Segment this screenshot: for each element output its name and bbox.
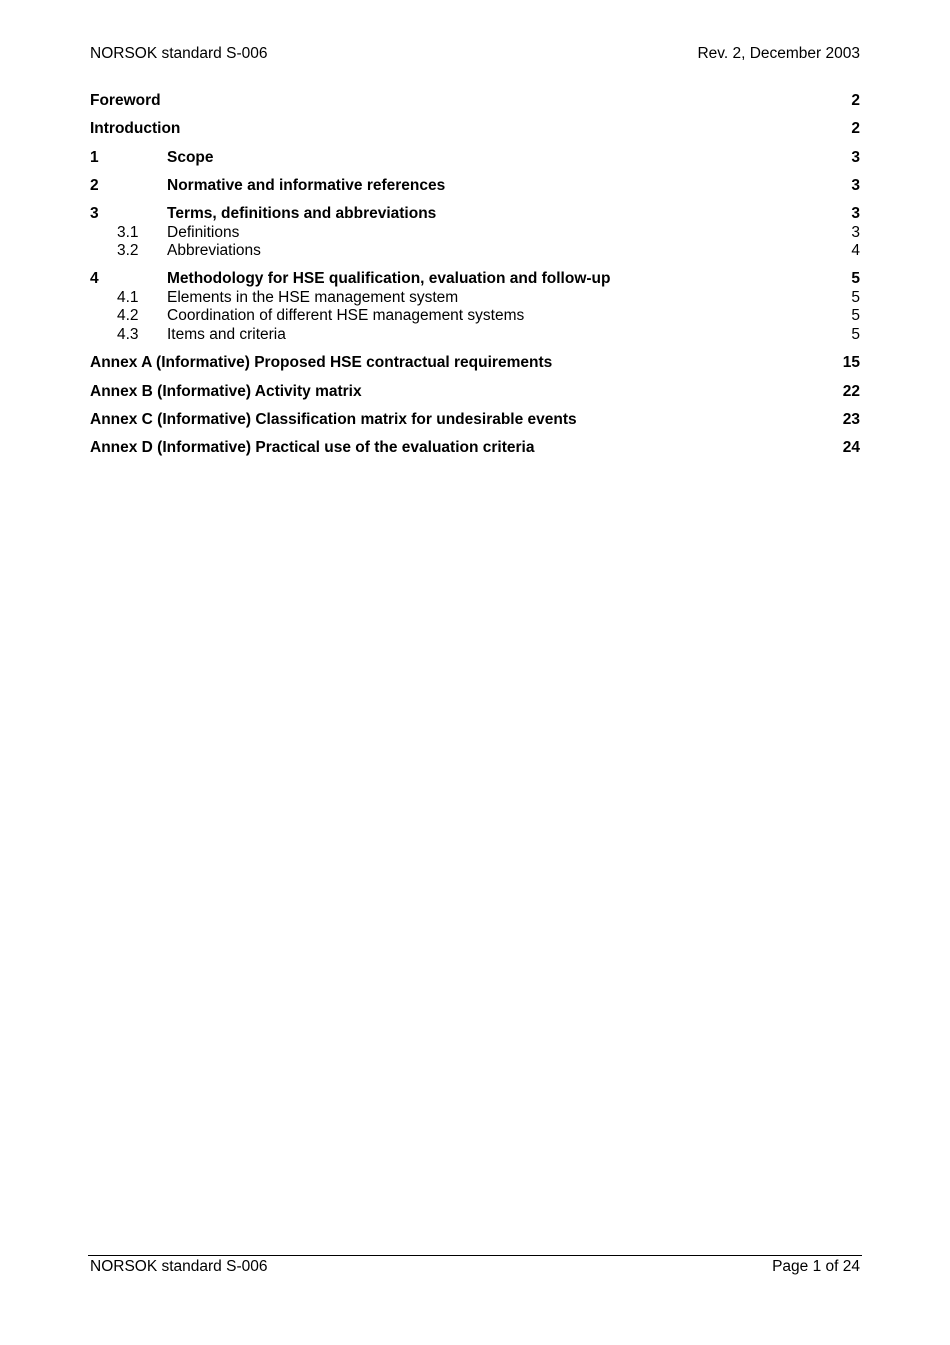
toc-entry[interactable] — [90, 354, 860, 373]
toc-entry[interactable] — [90, 120, 860, 139]
toc-entry-page: 3 — [851, 148, 860, 166]
toc-entry[interactable] — [90, 270, 860, 289]
toc-subentry-number: 3.2 — [117, 242, 139, 260]
header-revision: Rev. 2, December 2003 — [697, 45, 860, 62]
toc-entry-page: 3 — [851, 205, 860, 223]
page-footer — [90, 1258, 860, 1276]
toc-subentry-page: 3 — [851, 223, 860, 241]
toc-entry-page: 2 — [851, 92, 860, 109]
toc-subentry-page: 5 — [851, 325, 860, 343]
toc-entry-number: 1 — [90, 148, 99, 166]
toc-entry[interactable] — [90, 149, 860, 168]
toc-entry-title: Annex B (Informative) Activity matrix — [90, 382, 362, 400]
toc-entry-page: 5 — [851, 270, 860, 288]
toc-entry-title: Methodology for HSE qualification, evaluation and follow-up — [167, 270, 611, 288]
toc-entry-page: 22 — [842, 382, 860, 400]
table-of-contents — [90, 92, 860, 467]
toc-entry[interactable] — [90, 383, 860, 402]
toc-entry-number: 4 — [90, 270, 99, 288]
toc-subentry-page: 5 — [851, 288, 860, 306]
page-header — [90, 45, 860, 63]
toc-subentry-title: Elements in the HSE management system — [167, 288, 459, 306]
toc-subentry[interactable] — [90, 289, 860, 308]
toc-entry-title: Normative and informative references — [167, 176, 446, 194]
toc-entry-title: Terms, definitions and abbreviations — [167, 205, 437, 223]
header-standard-name: NORSOK standard S-006 — [90, 45, 268, 62]
toc-subentry-title: Definitions — [167, 223, 240, 241]
footer-standard-name: NORSOK standard S-006 — [90, 1258, 268, 1275]
toc-subentry-number: 4.3 — [117, 325, 139, 343]
toc-subentry-page: 4 — [851, 242, 860, 260]
toc-subentry-title: Coordination of different HSE management systems — [167, 307, 525, 325]
toc-entry[interactable] — [90, 411, 860, 430]
toc-subentry-number: 4.1 — [117, 288, 139, 306]
toc-subentry-title: Abbreviations — [167, 242, 261, 260]
toc-subentry-page: 5 — [851, 307, 860, 325]
toc-subentry-title: Items and criteria — [167, 325, 286, 343]
toc-subentry[interactable] — [90, 326, 860, 345]
toc-entry-page: 3 — [851, 176, 860, 194]
toc-entry[interactable] — [90, 439, 860, 458]
toc-entry-page: 15 — [842, 354, 860, 372]
toc-entry-title: Foreword — [90, 92, 161, 109]
toc-entry[interactable] — [90, 205, 860, 224]
toc-entry-page: 24 — [842, 439, 860, 457]
toc-entry-title: Annex A (Informative) Proposed HSE contractual requirements — [90, 354, 553, 372]
toc-subentry[interactable] — [90, 224, 860, 243]
toc-entry-title: Annex C (Informative) Classification matrix for undesirable events — [90, 410, 577, 428]
toc-entry-title: Introduction — [90, 120, 181, 138]
toc-entry-number: 2 — [90, 176, 99, 194]
toc-entry[interactable] — [90, 92, 860, 111]
toc-subentry[interactable] — [90, 307, 860, 326]
toc-subentry[interactable] — [90, 242, 860, 261]
footer-page-number: Page 1 of 24 — [772, 1258, 860, 1275]
toc-entry-title: Scope — [167, 148, 214, 166]
toc-entry-page: 23 — [842, 410, 860, 428]
toc-entry-page: 2 — [851, 120, 860, 138]
footer-divider — [88, 1255, 862, 1256]
toc-entry[interactable] — [90, 177, 860, 196]
toc-subentry-number: 4.2 — [117, 307, 139, 325]
toc-subentry-number: 3.1 — [117, 223, 139, 241]
toc-entry-title: Annex D (Informative) Practical use of the evaluation criteria — [90, 439, 535, 457]
toc-entry-number: 3 — [90, 205, 99, 223]
